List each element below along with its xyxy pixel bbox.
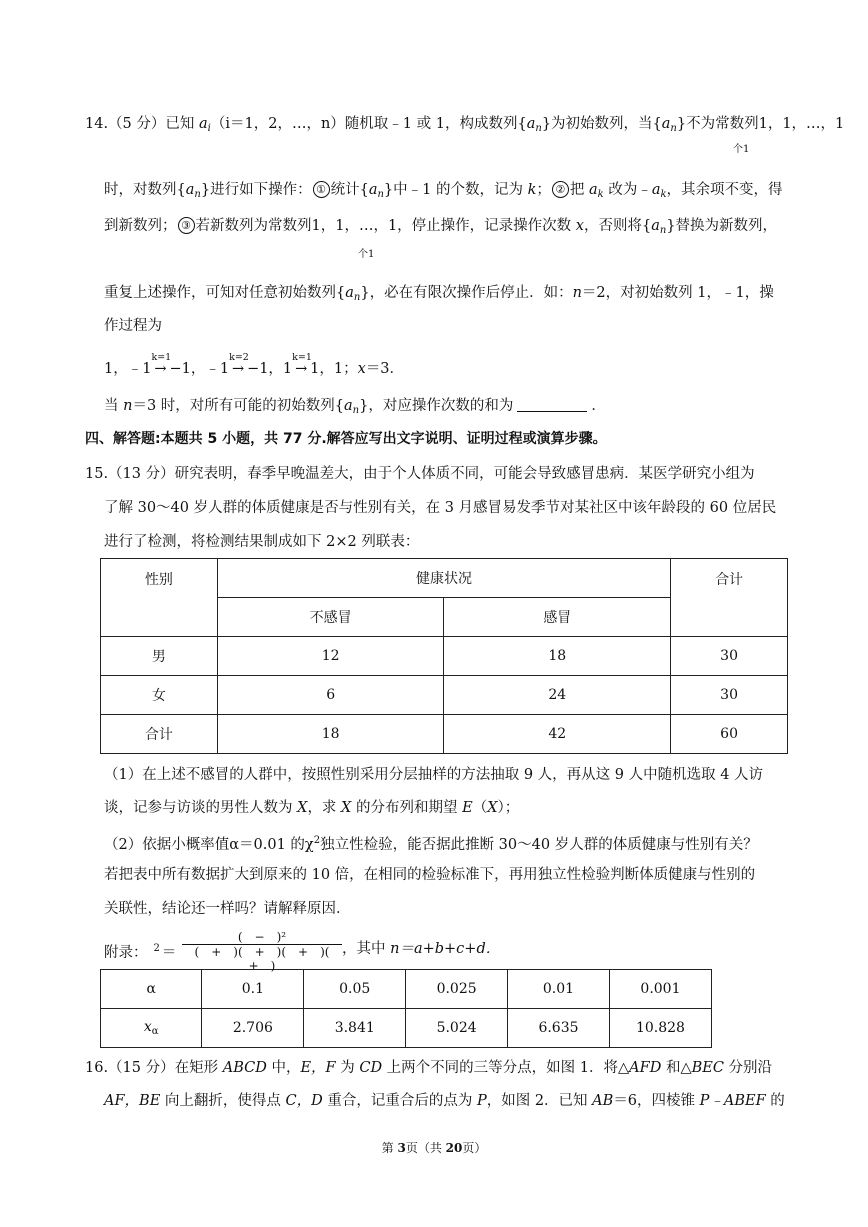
math-var: C，D	[285, 1093, 323, 1109]
circled-number: ③	[178, 217, 195, 234]
text: 的分布列和期望	[351, 800, 463, 816]
q15-line-3: 进行了检测，将检测结果制成如下 2×2 列联表：	[104, 534, 420, 550]
cell: 30	[671, 676, 788, 715]
cell: 男	[101, 637, 218, 676]
critical-value-table	[100, 969, 712, 1048]
math-var: CD	[359, 1060, 383, 1076]
text: 1，1；	[310, 361, 358, 377]
q16-line-1	[85, 1058, 772, 1078]
text: ．	[591, 398, 606, 414]
cell	[101, 1009, 202, 1048]
math-var: P﹣ABEF	[699, 1093, 766, 1109]
cell: 2.706	[202, 1009, 304, 1048]
circled-number: ②	[552, 181, 569, 198]
arrow-icon: →	[154, 361, 167, 377]
cell: 24	[444, 676, 671, 715]
cell: 18	[444, 637, 671, 676]
text: 和△	[661, 1060, 692, 1076]
arrow-step-3	[292, 352, 312, 379]
cell: 42	[444, 715, 671, 754]
text: 当	[104, 398, 124, 414]
q14-line-5	[104, 316, 162, 336]
math-var: a	[199, 116, 208, 132]
math-var: a	[368, 182, 378, 198]
text: （	[472, 800, 488, 816]
q14-line-1	[85, 114, 844, 139]
text: 分别沿	[723, 1060, 773, 1076]
q14-line-3	[104, 216, 777, 241]
text: }不为常数列1，1，…，1	[676, 116, 845, 132]
text: }，对应操作次数的和为	[359, 398, 514, 414]
underbrace-note-1	[733, 140, 749, 160]
q15-part2-line-1	[104, 831, 758, 855]
page-total: 20	[445, 1141, 463, 1155]
text: 时，对数列{	[104, 182, 186, 198]
math-expression: n＝a+b+c+d．	[390, 941, 501, 957]
math-var: a	[345, 285, 354, 301]
appendix-where	[342, 939, 500, 959]
math-var: a	[651, 182, 661, 198]
text: }替换为新数列，	[666, 218, 778, 234]
math-var: E	[462, 800, 473, 816]
subscript: n	[353, 292, 361, 303]
cell: 3.841	[304, 1009, 406, 1048]
subscript: α	[151, 1026, 159, 1037]
text: 页（共	[405, 1141, 446, 1155]
subscript: k	[597, 189, 604, 200]
superscript: 2	[313, 835, 321, 846]
math-var: AFD	[629, 1060, 662, 1076]
math-var: x	[575, 218, 584, 234]
text: ＝	[161, 945, 177, 961]
text: 作过程为	[104, 318, 162, 334]
math-var: n	[572, 285, 582, 301]
q14-operation-example	[104, 352, 405, 379]
contingency-table	[100, 558, 788, 754]
text: }为初始数列，当{	[541, 116, 662, 132]
cell: 60	[671, 715, 788, 754]
text: ，求	[307, 800, 342, 816]
cell: 合计	[101, 715, 218, 754]
subscript: n	[535, 123, 542, 134]
superscript: 2	[153, 943, 160, 954]
q15-line-1: 15.（13 分）研究表明，春季早晚温差大，由于个人体质不同，可能会导致感冒患病．某医学研究小组为	[85, 466, 755, 482]
text: 16.（15 分）在矩形	[85, 1060, 223, 1076]
text: （i＝1，2，…，n）随机取﹣1 或 1，构成数列{	[210, 116, 527, 132]
arrow-step-1	[151, 352, 172, 379]
q14-line-2	[104, 180, 783, 205]
cell: 30	[671, 637, 788, 676]
math-var: n	[123, 398, 133, 414]
subscript: n	[659, 225, 667, 236]
table-row	[101, 715, 788, 754]
chi-square-fraction	[182, 930, 342, 973]
subscript: n	[377, 189, 384, 200]
q15-line-2: 了解 30～40 岁人群的体质健康是否与性别有关，在 3 月感冒易发季节对某社区中该年龄段的 60 位居民	[104, 500, 777, 516]
math-var: X	[341, 800, 352, 816]
cell: 0.05	[304, 970, 406, 1009]
underbrace-note-2	[358, 245, 374, 265]
text: }中﹣1 的个数，记为	[383, 182, 528, 198]
text: 独立性检验，能否据此推断 30～40 岁人群的体质健康与性别有关？	[320, 837, 758, 853]
cell: 18	[217, 715, 444, 754]
text: ，否则将{	[583, 218, 652, 234]
arrow-icon: →	[295, 361, 308, 377]
arrow-label: k=1	[292, 352, 312, 363]
cell: 5.024	[406, 1009, 508, 1048]
text: }，必在有限次操作后停止．如：	[360, 285, 573, 301]
text: ＝2，对初始数列 1，﹣1，操	[581, 285, 774, 301]
arrow-step-2	[229, 352, 249, 379]
q15-part1-line-2	[104, 798, 519, 818]
text: 个1	[733, 144, 750, 155]
cell: 6	[217, 676, 444, 715]
q14-line-7	[104, 396, 606, 421]
text: 谈，记参与访谈的男性人数为	[104, 800, 298, 816]
q16-line-2	[104, 1091, 785, 1111]
cell: 0.001	[609, 970, 711, 1009]
page-number: 3	[397, 1141, 406, 1155]
answer-blank[interactable]	[517, 397, 587, 412]
arrow-icon: →	[231, 361, 245, 377]
math-var: a	[651, 218, 660, 234]
math-var: ABCD	[222, 1060, 267, 1076]
math-var: k	[527, 182, 537, 198]
text: 1，﹣1	[104, 361, 152, 377]
math-var: a	[526, 116, 536, 132]
subscript: i	[207, 123, 211, 134]
text: 个1	[358, 249, 375, 260]
text: （2）依据小概率值α＝0.01 的χ	[104, 837, 314, 853]
text: ）；	[497, 800, 520, 816]
text: −1，﹣1	[169, 361, 230, 377]
text: 改为﹣	[603, 182, 652, 198]
text: 把	[569, 182, 589, 198]
text: 为	[335, 1060, 360, 1076]
math-var: P	[476, 1093, 487, 1109]
text: 若新数列为常数列1，1，…，1，停止操作，记录操作次数	[195, 218, 576, 234]
header-health: 健康状况	[217, 559, 670, 598]
table-row	[101, 676, 788, 715]
text: ；	[536, 182, 551, 198]
text: 14.（5 分）已知	[85, 116, 200, 132]
fraction-numerator: ( − )²	[237, 930, 287, 944]
math-var: a	[589, 182, 598, 198]
subscript: n	[194, 189, 201, 200]
text: 重合，记重合后的点为	[322, 1093, 477, 1109]
subscript: k	[660, 189, 667, 200]
text: ，其中	[342, 941, 391, 957]
arrow-label: k=2	[229, 352, 249, 363]
table-row	[101, 637, 788, 676]
text: 上两个不同的三等分点，如图 1．将△	[382, 1060, 630, 1076]
text: 向上翻折，使得点	[160, 1093, 286, 1109]
text: ，如图 2．已知	[486, 1093, 593, 1109]
table-row	[101, 1009, 712, 1048]
q15-part2-line-3: 关联性，结论还一样吗？请解释原因．	[104, 901, 351, 917]
text: −1，1	[247, 361, 293, 377]
q14-line-4	[104, 283, 774, 308]
q15-part2-line-2: 若把表中所有数据扩大到原来的 10 倍，在相同的检验标准下，再用独立性检验判断体质健康与性别的	[104, 867, 756, 883]
circled-number: ①	[313, 181, 330, 198]
header-no-cold: 不感冒	[217, 598, 444, 637]
cell: 6.635	[508, 1009, 610, 1048]
text: 页）	[462, 1141, 487, 1155]
table-row	[101, 970, 712, 1009]
text: 到新数列；	[104, 218, 177, 234]
math-var: X	[297, 800, 308, 816]
math-var: AF，BE	[104, 1093, 161, 1109]
text: ＝3．	[365, 361, 405, 377]
section-heading: 四、解答题:本题共 5 小题，共 77 分.解答应写出文字说明、证明过程或演算步骤。	[85, 431, 607, 447]
q15-part1-line-1: （1）在上述不感冒的人群中，按照性别采用分层抽样的方法抽取 9 人，再从这 9 人中随机选取 4 人访	[104, 767, 764, 783]
arrow-label: k=1	[151, 352, 172, 363]
math-var: a	[661, 116, 671, 132]
subscript: n	[670, 123, 677, 134]
text: ＝3 时，对所有可能的初始数列{	[132, 398, 345, 414]
cell: 12	[217, 637, 444, 676]
text: 的	[765, 1093, 785, 1109]
text: ，其余项不变，得	[666, 182, 783, 198]
math-var: a	[185, 182, 195, 198]
text: 统计{	[330, 182, 369, 198]
subscript: n	[352, 405, 360, 416]
text: 重复上述操作，可知对任意初始数列{	[104, 285, 346, 301]
appendix-label	[104, 939, 176, 963]
header-cold: 感冒	[444, 598, 671, 637]
math-var: X	[487, 800, 498, 816]
text: 中，	[266, 1060, 301, 1076]
math-var: x	[357, 361, 366, 377]
math-var: a	[344, 398, 353, 414]
page-footer	[0, 1139, 868, 1156]
cell: 0.01	[508, 970, 610, 1009]
math-var: x	[143, 1019, 152, 1035]
math-var: E，F	[300, 1060, 336, 1076]
fraction-denominator: ( + )( + )( + )( + )	[182, 944, 342, 973]
cell: 0.1	[202, 970, 304, 1009]
text: 第	[381, 1141, 398, 1155]
text: }进行如下操作：	[200, 182, 312, 198]
text: ＝6，四棱锥	[613, 1093, 700, 1109]
cell: 女	[101, 676, 218, 715]
math-var: BEC	[691, 1060, 724, 1076]
header-total: 合计	[671, 559, 788, 637]
text: 附录：	[104, 945, 148, 961]
cell: 10.828	[609, 1009, 711, 1048]
cell: 0.025	[406, 970, 508, 1009]
math-var: AB	[592, 1093, 614, 1109]
cell: α	[101, 970, 202, 1009]
header-gender: 性别	[101, 559, 218, 637]
